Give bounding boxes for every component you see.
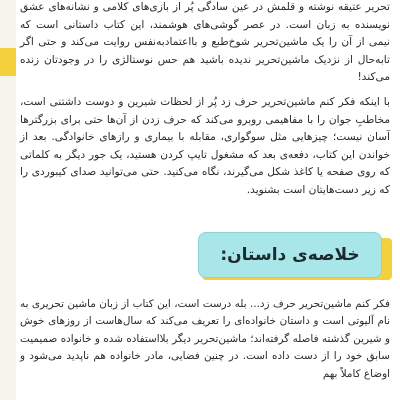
summary-heading-block [12, 232, 394, 282]
body-paragraph: با اینکه فکر کنم ماشین‌تحریر حرف زد پُر از لحظات شیرین و دوست داشتنی است، مخاطبِ جوان را با مفاهیمی روبرو می‌کند که حرف زدن از آن‌ها حتی برای بزرگترها آسان نیست؛ چیزهایی مثل سوگواری، مقابله با بیماری و رازهای خانوادگی. بعد از خواندن این کتاب، دفعه‌ی بعد که مشغول تایپ کردن هستید، یک جور دیگر به کلماتی که روی صفحه یا کاغذ شکل می‌گیرند، نگاه می‌کنید. حتی می‌توانید صدای کیبوردی را که زیر دست‌هایتان است بشنوید. [20, 96, 390, 196]
article-page [18, 0, 394, 400]
summary-heading: خلاصه‌ی داستان: [220, 245, 360, 265]
page-edge-strip [0, 0, 16, 400]
summary-paragraph: فکر کنم ماشین‌تحریر حرف زد... بله درست است، این کتاب از زبان ماشین تحریری به نام آلیوتی است و داستان خانواده‌ای را تعریف می‌کند که سال‌هاست از روزهای خوش و شیرین گذشته فاصله گرفته‌اند؛ ماشین‌تحریر دیگر بلااستفاده شده و خانواده صمیمیت سابق خود را از دست داده است. در چنین فضایی، مادر خانواده هم ناپدید می‌شود و اوضاع کاملاً بهم [20, 298, 390, 380]
summary-heading-pill [198, 232, 382, 278]
intro-paragraph: تحریر عتیقه نوشته و قلمش در عین سادگی پُر از بازی‌های کلامی و نشانه‌های عشق نویسنده به زبان است. در عصر گوشی‌های هوشمند، این کتاب داستانی است که نیمی از آن را یک ماشین‌تحریر شوخ‌طبع و بااعتمادبه‌نفس روایت می‌کند و حتی اگر تابه‌حال از نزدیک ماشین‌تحریر ندیده باشید هم حس نوستالژی را در وجودتان زنده می‌کند! [20, 1, 390, 84]
